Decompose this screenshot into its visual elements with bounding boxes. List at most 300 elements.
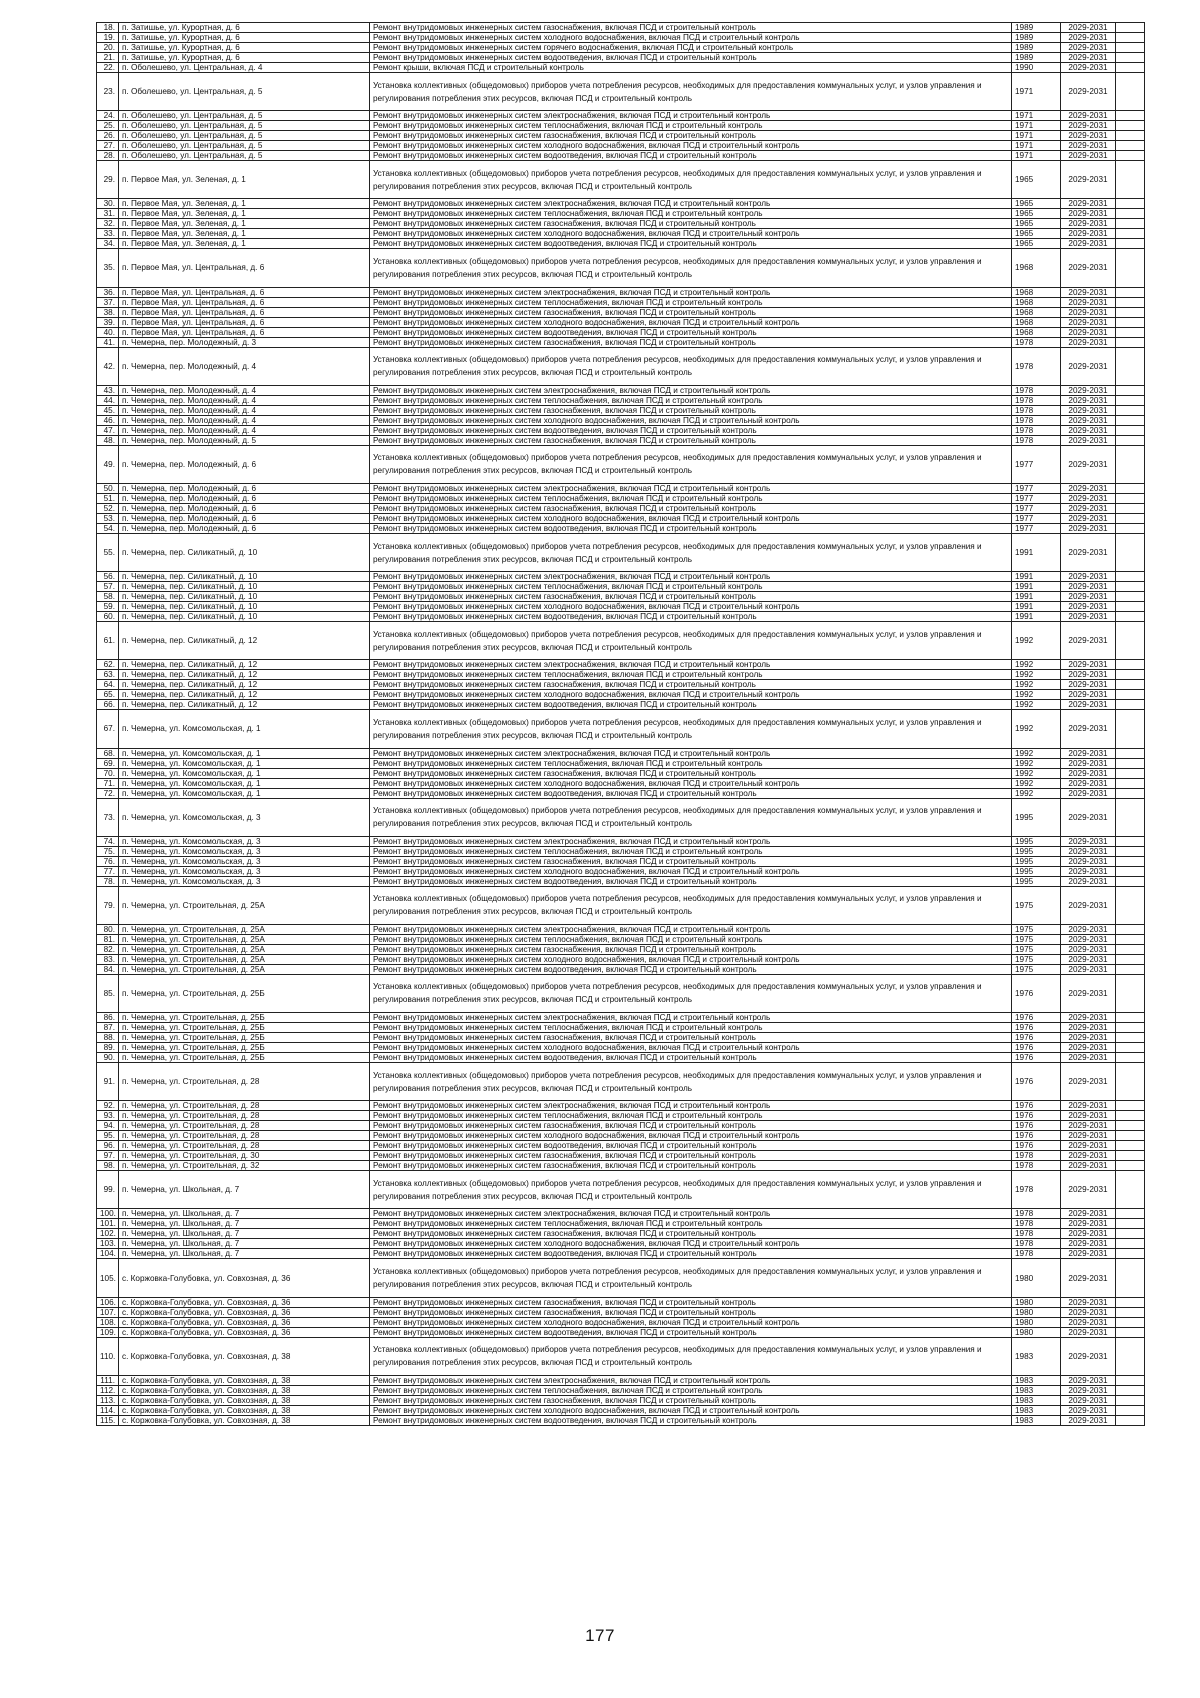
empty-cell (1116, 778, 1145, 788)
address-cell: п. Оболешево, ул. Центральная, д. 5 (119, 151, 370, 161)
build-year-cell: 1976 (1012, 1111, 1061, 1121)
row-number-cell: 103. (97, 1239, 119, 1249)
build-year-cell: 1991 (1012, 582, 1061, 592)
address-cell: п. Чемерна, ул. Строительная, д. 25А (119, 924, 370, 934)
address-cell: п. Первое Мая, ул. Зеленая, д. 1 (119, 239, 370, 249)
empty-cell (1116, 405, 1145, 415)
table-row (97, 287, 1145, 297)
work-type-cell: Установка коллективных (общедомовых) приборов учета потребления ресурсов, необходимых для предоставления коммунальных услуг, и узлов управления и регулирования потребления этих ресурсов, включая ПСД и строительный контроль (370, 710, 1012, 748)
address-cell: с. Коржовка-Голубовка, ул. Совхозная, д. 38 (119, 1415, 370, 1425)
row-number-cell: 107. (97, 1307, 119, 1317)
row-number-cell: 64. (97, 680, 119, 690)
build-year-cell: 1978 (1012, 1239, 1061, 1249)
row-number-cell: 33. (97, 229, 119, 239)
build-year-cell: 1983 (1012, 1405, 1061, 1415)
build-year-cell: 1965 (1012, 209, 1061, 219)
empty-cell (1116, 385, 1145, 395)
address-cell: с. Коржовка-Голубовка, ул. Совхозная, д. 38 (119, 1395, 370, 1405)
table-row (97, 1307, 1145, 1317)
period-cell: 2029-2031 (1061, 798, 1116, 836)
build-year-cell: 1977 (1012, 513, 1061, 523)
work-type-cell: Ремонт внутридомовых инженерных систем электроснабжения, включая ПСД и строительный контроль (370, 924, 1012, 934)
table-row (97, 111, 1145, 121)
work-type-cell: Ремонт внутридомовых инженерных систем водоотведения, включая ПСД и строительный контроль (370, 53, 1012, 63)
work-type-cell: Ремонт внутридомовых инженерных систем газоснабжения, включая ПСД и строительный контроль (370, 1229, 1012, 1239)
table-row (97, 1239, 1145, 1249)
table-row (97, 788, 1145, 798)
row-number-cell: 44. (97, 395, 119, 405)
empty-cell (1116, 33, 1145, 43)
period-cell: 2029-2031 (1061, 700, 1116, 710)
empty-cell (1116, 798, 1145, 836)
address-cell: п. Чемерна, ул. Школьная, д. 7 (119, 1209, 370, 1219)
row-number-cell: 105. (97, 1259, 119, 1297)
address-cell: с. Коржовка-Голубовка, ул. Совхозная, д. 36 (119, 1259, 370, 1297)
build-year-cell: 1976 (1012, 1101, 1061, 1111)
work-type-cell: Ремонт внутридомовых инженерных систем водоотведения, включая ПСД и строительный контроль (370, 151, 1012, 161)
table-row (97, 239, 1145, 249)
period-cell: 2029-2031 (1061, 748, 1116, 758)
work-type-cell: Ремонт внутридомовых инженерных систем газоснабжения, включая ПСД и строительный контроль (370, 680, 1012, 690)
build-year-cell: 1976 (1012, 1033, 1061, 1043)
table-row (97, 131, 1145, 141)
period-cell: 2029-2031 (1061, 690, 1116, 700)
period-cell: 2029-2031 (1061, 317, 1116, 327)
empty-cell (1116, 111, 1145, 121)
build-year-cell: 1971 (1012, 131, 1061, 141)
work-type-cell: Ремонт внутридомовых инженерных систем теплоснабжения, включая ПСД и строительный контроль (370, 395, 1012, 405)
work-type-cell: Ремонт внутридомовых инженерных систем теплоснабжения, включая ПСД и строительный контроль (370, 1111, 1012, 1121)
build-year-cell: 1991 (1012, 592, 1061, 602)
table-row (97, 1229, 1145, 1239)
empty-cell (1116, 1415, 1145, 1425)
row-number-cell: 104. (97, 1249, 119, 1259)
table-row (97, 513, 1145, 523)
period-cell: 2029-2031 (1061, 1375, 1116, 1385)
table-row (97, 121, 1145, 131)
address-cell: п. Оболешево, ул. Центральная, д. 4 (119, 63, 370, 73)
build-year-cell: 1980 (1012, 1307, 1061, 1317)
period-cell: 2029-2031 (1061, 1405, 1116, 1415)
period-cell: 2029-2031 (1061, 788, 1116, 798)
build-year-cell: 1978 (1012, 347, 1061, 385)
build-year-cell: 1971 (1012, 121, 1061, 131)
empty-cell (1116, 572, 1145, 582)
empty-cell (1116, 1337, 1145, 1375)
period-cell: 2029-2031 (1061, 239, 1116, 249)
empty-cell (1116, 425, 1145, 435)
row-number-cell: 47. (97, 425, 119, 435)
table-row (97, 503, 1145, 513)
period-cell: 2029-2031 (1061, 425, 1116, 435)
row-number-cell: 28. (97, 151, 119, 161)
work-type-cell: Ремонт внутридомовых инженерных систем газоснабжения, включая ПСД и строительный контроль (370, 944, 1012, 954)
row-number-cell: 68. (97, 748, 119, 758)
empty-cell (1116, 944, 1145, 954)
build-year-cell: 1976 (1012, 1063, 1061, 1101)
period-cell: 2029-2031 (1061, 1053, 1116, 1063)
work-type-cell: Ремонт внутридомовых инженерных систем газоснабжения, включая ПСД и строительный контроль (370, 1395, 1012, 1405)
period-cell: 2029-2031 (1061, 1101, 1116, 1111)
table-row (97, 297, 1145, 307)
empty-cell (1116, 161, 1145, 199)
address-cell: п. Оболешево, ул. Центральная, д. 5 (119, 141, 370, 151)
row-number-cell: 87. (97, 1023, 119, 1033)
work-type-cell: Ремонт внутридомовых инженерных систем электроснабжения, включая ПСД и строительный контроль (370, 748, 1012, 758)
work-type-cell: Установка коллективных (общедомовых) приборов учета потребления ресурсов, необходимых для предоставления коммунальных услуг, и узлов управления и регулирования потребления этих ресурсов, включая ПСД и строительный контроль (370, 1063, 1012, 1101)
work-type-cell: Ремонт внутридомовых инженерных систем водоотведения, включая ПСД и строительный контроль (370, 1327, 1012, 1337)
row-number-cell: 59. (97, 602, 119, 612)
work-type-cell: Ремонт внутридомовых инженерных систем холодного водоснабжения, включая ПСД и строительный контроль (370, 602, 1012, 612)
period-cell: 2029-2031 (1061, 111, 1116, 121)
period-cell: 2029-2031 (1061, 533, 1116, 571)
capital-repair-register-table (96, 22, 1145, 1426)
work-type-cell: Установка коллективных (общедомовых) приборов учета потребления ресурсов, необходимых для предоставления коммунальных услуг, и узлов управления и регулирования потребления этих ресурсов, включая ПСД и строительный контроль (370, 1171, 1012, 1209)
address-cell: п. Первое Мая, ул. Зеленая, д. 1 (119, 229, 370, 239)
empty-cell (1116, 866, 1145, 876)
empty-cell (1116, 700, 1145, 710)
table-row (97, 327, 1145, 337)
work-type-cell: Ремонт внутридомовых инженерных систем газоснабжения, включая ПСД и строительный контроль (370, 131, 1012, 141)
table-row (97, 798, 1145, 836)
work-type-cell: Ремонт внутридомовых инженерных систем электроснабжения, включая ПСД и строительный контроль (370, 1375, 1012, 1385)
work-type-cell: Ремонт внутридомовых инженерных систем горячего водоснабжения, включая ПСД и строительный контроль (370, 43, 1012, 53)
build-year-cell: 1992 (1012, 788, 1061, 798)
empty-cell (1116, 836, 1145, 846)
work-type-cell: Ремонт внутридомовых инженерных систем холодного водоснабжения, включая ПСД и строительный контроль (370, 415, 1012, 425)
empty-cell (1116, 1131, 1145, 1141)
row-number-cell: 41. (97, 337, 119, 347)
empty-cell (1116, 503, 1145, 513)
table-row (97, 1111, 1145, 1121)
address-cell: п. Чемерна, пер. Молодежный, д. 4 (119, 395, 370, 405)
row-number-cell: 84. (97, 964, 119, 974)
table-row (97, 209, 1145, 219)
work-type-cell: Ремонт внутридомовых инженерных систем теплоснабжения, включая ПСД и строительный контроль (370, 209, 1012, 219)
table-row (97, 53, 1145, 63)
work-type-cell: Ремонт внутридомовых инженерных систем водоотведения, включая ПСД и строительный контроль (370, 876, 1012, 886)
table-row (97, 1063, 1145, 1101)
build-year-cell: 1983 (1012, 1337, 1061, 1375)
table-row (97, 1053, 1145, 1063)
address-cell: п. Затишье, ул. Курортная, д. 6 (119, 53, 370, 63)
address-cell: п. Чемерна, пер. Молодежный, д. 6 (119, 503, 370, 513)
period-cell: 2029-2031 (1061, 886, 1116, 924)
work-type-cell: Установка коллективных (общедомовых) приборов учета потребления ресурсов, необходимых для предоставления коммунальных услуг, и узлов управления и регулирования потребления этих ресурсов, включая ПСД и строительный контроль (370, 798, 1012, 836)
work-type-cell: Ремонт внутридомовых инженерных систем теплоснабжения, включая ПСД и строительный контроль (370, 121, 1012, 131)
table-row (97, 33, 1145, 43)
build-year-cell: 1968 (1012, 287, 1061, 297)
row-number-cell: 24. (97, 111, 119, 121)
period-cell: 2029-2031 (1061, 131, 1116, 141)
table-row (97, 1013, 1145, 1023)
empty-cell (1116, 1395, 1145, 1405)
work-type-cell: Ремонт внутридомовых инженерных систем газоснабжения, включая ПСД и строительный контроль (370, 1151, 1012, 1161)
empty-cell (1116, 23, 1145, 33)
empty-cell (1116, 435, 1145, 445)
build-year-cell: 1976 (1012, 974, 1061, 1012)
work-type-cell: Ремонт внутридомовых инженерных систем теплоснабжения, включая ПСД и строительный контроль (370, 758, 1012, 768)
work-type-cell: Ремонт внутридомовых инженерных систем водоотведения, включая ПСД и строительный контроль (370, 788, 1012, 798)
address-cell: п. Первое Мая, ул. Зеленая, д. 1 (119, 199, 370, 209)
period-cell: 2029-2031 (1061, 1259, 1116, 1297)
work-type-cell: Ремонт внутридомовых инженерных систем электроснабжения, включая ПСД и строительный контроль (370, 836, 1012, 846)
address-cell: п. Чемерна, пер. Силикатный, д. 10 (119, 602, 370, 612)
period-cell: 2029-2031 (1061, 209, 1116, 219)
table-row (97, 866, 1145, 876)
work-type-cell: Ремонт внутридомовых инженерных систем газоснабжения, включая ПСД и строительный контроль (370, 1161, 1012, 1171)
row-number-cell: 100. (97, 1209, 119, 1219)
build-year-cell: 1978 (1012, 1219, 1061, 1229)
empty-cell (1116, 748, 1145, 758)
build-year-cell: 1978 (1012, 435, 1061, 445)
work-type-cell: Ремонт внутридомовых инженерных систем холодного водоснабжения, включая ПСД и строительный контроль (370, 513, 1012, 523)
empty-cell (1116, 337, 1145, 347)
address-cell: п. Чемерна, пер. Молодежный, д. 6 (119, 523, 370, 533)
row-number-cell: 111. (97, 1375, 119, 1385)
build-year-cell: 1976 (1012, 1131, 1061, 1141)
table-row (97, 141, 1145, 151)
work-type-cell: Установка коллективных (общедомовых) приборов учета потребления ресурсов, необходимых для предоставления коммунальных услуг, и узлов управления и регулирования потребления этих ресурсов, включая ПСД и строительный контроль (370, 445, 1012, 483)
row-number-cell: 82. (97, 944, 119, 954)
empty-cell (1116, 1111, 1145, 1121)
table-row (97, 307, 1145, 317)
row-number-cell: 81. (97, 934, 119, 944)
table-row (97, 1161, 1145, 1171)
row-number-cell: 92. (97, 1101, 119, 1111)
empty-cell (1116, 1317, 1145, 1327)
row-number-cell: 88. (97, 1033, 119, 1043)
build-year-cell: 1983 (1012, 1375, 1061, 1385)
empty-cell (1116, 592, 1145, 602)
period-cell: 2029-2031 (1061, 1219, 1116, 1229)
address-cell: п. Чемерна, ул. Комсомольская, д. 1 (119, 758, 370, 768)
address-cell: п. Чемерна, пер. Силикатный, д. 12 (119, 680, 370, 690)
work-type-cell: Ремонт внутридомовых инженерных систем газоснабжения, включая ПСД и строительный контроль (370, 1033, 1012, 1043)
empty-cell (1116, 1161, 1145, 1171)
empty-cell (1116, 1121, 1145, 1131)
table-row (97, 425, 1145, 435)
address-cell: п. Чемерна, ул. Строительная, д. 25Б (119, 1013, 370, 1023)
row-number-cell: 39. (97, 317, 119, 327)
row-number-cell: 97. (97, 1151, 119, 1161)
work-type-cell: Ремонт внутридомовых инженерных систем теплоснабжения, включая ПСД и строительный контроль (370, 670, 1012, 680)
build-year-cell: 1976 (1012, 1141, 1061, 1151)
build-year-cell: 1978 (1012, 1209, 1061, 1219)
period-cell: 2029-2031 (1061, 1337, 1116, 1375)
build-year-cell: 1968 (1012, 297, 1061, 307)
address-cell: п. Чемерна, ул. Строительная, д. 28 (119, 1141, 370, 1151)
empty-cell (1116, 690, 1145, 700)
table-row (97, 1327, 1145, 1337)
table-row (97, 758, 1145, 768)
work-type-cell: Ремонт внутридомовых инженерных систем холодного водоснабжения, включая ПСД и строительный контроль (370, 1405, 1012, 1415)
build-year-cell: 1977 (1012, 523, 1061, 533)
empty-cell (1116, 622, 1145, 660)
table-row (97, 161, 1145, 199)
period-cell: 2029-2031 (1061, 964, 1116, 974)
address-cell: п. Чемерна, ул. Строительная, д. 28 (119, 1063, 370, 1101)
table-row (97, 1415, 1145, 1425)
table-row (97, 151, 1145, 161)
empty-cell (1116, 1209, 1145, 1219)
work-type-cell: Ремонт внутридомовых инженерных систем водоотведения, включая ПСД и строительный контроль (370, 964, 1012, 974)
table-row (97, 1395, 1145, 1405)
build-year-cell: 1992 (1012, 622, 1061, 660)
row-number-cell: 26. (97, 131, 119, 141)
table-row (97, 533, 1145, 571)
period-cell: 2029-2031 (1061, 768, 1116, 778)
empty-cell (1116, 670, 1145, 680)
empty-cell (1116, 788, 1145, 798)
row-number-cell: 38. (97, 307, 119, 317)
period-cell: 2029-2031 (1061, 1131, 1116, 1141)
address-cell: п. Чемерна, пер. Молодежный, д. 6 (119, 445, 370, 483)
row-number-cell: 42. (97, 347, 119, 385)
period-cell: 2029-2031 (1061, 435, 1116, 445)
build-year-cell: 1978 (1012, 1151, 1061, 1161)
period-cell: 2029-2031 (1061, 710, 1116, 748)
table-row (97, 1023, 1145, 1033)
build-year-cell: 1983 (1012, 1415, 1061, 1425)
row-number-cell: 72. (97, 788, 119, 798)
period-cell: 2029-2031 (1061, 758, 1116, 768)
row-number-cell: 66. (97, 700, 119, 710)
build-year-cell: 1992 (1012, 690, 1061, 700)
table-row (97, 710, 1145, 748)
row-number-cell: 110. (97, 1337, 119, 1375)
build-year-cell: 1991 (1012, 602, 1061, 612)
work-type-cell: Установка коллективных (общедомовых) приборов учета потребления ресурсов, необходимых для предоставления коммунальных услуг, и узлов управления и регулирования потребления этих ресурсов, включая ПСД и строительный контроль (370, 1259, 1012, 1297)
table-row (97, 1385, 1145, 1395)
empty-cell (1116, 582, 1145, 592)
row-number-cell: 18. (97, 23, 119, 33)
period-cell: 2029-2031 (1061, 199, 1116, 209)
period-cell: 2029-2031 (1061, 866, 1116, 876)
build-year-cell: 1995 (1012, 856, 1061, 866)
table-row (97, 1317, 1145, 1327)
table-row (97, 219, 1145, 229)
address-cell: п. Чемерна, ул. Школьная, д. 7 (119, 1219, 370, 1229)
address-cell: п. Чемерна, пер. Молодежный, д. 4 (119, 405, 370, 415)
work-type-cell: Ремонт внутридомовых инженерных систем водоотведения, включая ПСД и строительный контроль (370, 523, 1012, 533)
address-cell: п. Чемерна, пер. Силикатный, д. 12 (119, 690, 370, 700)
address-cell: с. Коржовка-Голубовка, ул. Совхозная, д. 38 (119, 1385, 370, 1395)
work-type-cell: Ремонт внутридомовых инженерных систем теплоснабжения, включая ПСД и строительный контроль (370, 493, 1012, 503)
table-row (97, 43, 1145, 53)
empty-cell (1116, 395, 1145, 405)
row-number-cell: 52. (97, 503, 119, 513)
table-row (97, 1259, 1145, 1297)
period-cell: 2029-2031 (1061, 385, 1116, 395)
empty-cell (1116, 1385, 1145, 1395)
empty-cell (1116, 327, 1145, 337)
period-cell: 2029-2031 (1061, 1249, 1116, 1259)
address-cell: п. Чемерна, ул. Строительная, д. 28 (119, 1101, 370, 1111)
address-cell: п. Затишье, ул. Курортная, д. 6 (119, 23, 370, 33)
table-row (97, 974, 1145, 1012)
build-year-cell: 1978 (1012, 1229, 1061, 1239)
empty-cell (1116, 710, 1145, 748)
period-cell: 2029-2031 (1061, 660, 1116, 670)
period-cell: 2029-2031 (1061, 1415, 1116, 1425)
empty-cell (1116, 1219, 1145, 1229)
empty-cell (1116, 1239, 1145, 1249)
empty-cell (1116, 1249, 1145, 1259)
address-cell: п. Чемерна, пер. Силикатный, д. 12 (119, 660, 370, 670)
table-row (97, 622, 1145, 660)
empty-cell (1116, 1375, 1145, 1385)
build-year-cell: 1978 (1012, 395, 1061, 405)
table-row (97, 1033, 1145, 1043)
row-number-cell: 20. (97, 43, 119, 53)
row-number-cell: 71. (97, 778, 119, 788)
row-number-cell: 61. (97, 622, 119, 660)
empty-cell (1116, 1297, 1145, 1307)
build-year-cell: 1968 (1012, 327, 1061, 337)
address-cell: п. Чемерна, пер. Силикатный, д. 10 (119, 592, 370, 602)
empty-cell (1116, 1013, 1145, 1023)
work-type-cell: Ремонт внутридомовых инженерных систем теплоснабжения, включая ПСД и строительный контроль (370, 297, 1012, 307)
period-cell: 2029-2031 (1061, 1121, 1116, 1131)
period-cell: 2029-2031 (1061, 1395, 1116, 1405)
empty-cell (1116, 229, 1145, 239)
address-cell: п. Чемерна, ул. Комсомольская, д. 1 (119, 710, 370, 748)
empty-cell (1116, 1327, 1145, 1337)
work-type-cell: Ремонт крыши, включая ПСД и строительный контроль (370, 63, 1012, 73)
empty-cell (1116, 934, 1145, 944)
build-year-cell: 1978 (1012, 337, 1061, 347)
period-cell: 2029-2031 (1061, 1297, 1116, 1307)
build-year-cell: 1978 (1012, 415, 1061, 425)
address-cell: п. Чемерна, ул. Комсомольская, д. 3 (119, 798, 370, 836)
work-type-cell: Ремонт внутридомовых инженерных систем газоснабжения, включая ПСД и строительный контроль (370, 219, 1012, 229)
work-type-cell: Ремонт внутридомовых инженерных систем теплоснабжения, включая ПСД и строительный контроль (370, 1385, 1012, 1395)
empty-cell (1116, 1259, 1145, 1297)
build-year-cell: 1978 (1012, 1171, 1061, 1209)
work-type-cell: Ремонт внутридомовых инженерных систем холодного водоснабжения, включая ПСД и строительный контроль (370, 1239, 1012, 1249)
period-cell: 2029-2031 (1061, 944, 1116, 954)
row-number-cell: 91. (97, 1063, 119, 1101)
address-cell: п. Чемерна, ул. Строительная, д. 25А (119, 934, 370, 944)
row-number-cell: 96. (97, 1141, 119, 1151)
address-cell: п. Чемерна, ул. Строительная, д. 25Б (119, 1053, 370, 1063)
table-row (97, 199, 1145, 209)
table-row (97, 1405, 1145, 1415)
work-type-cell: Ремонт внутридомовых инженерных систем теплоснабжения, включая ПСД и строительный контроль (370, 1219, 1012, 1229)
period-cell: 2029-2031 (1061, 1013, 1116, 1023)
address-cell: п. Чемерна, ул. Строительная, д. 25Б (119, 1043, 370, 1053)
period-cell: 2029-2031 (1061, 582, 1116, 592)
address-cell: п. Чемерна, пер. Молодежный, д. 5 (119, 435, 370, 445)
empty-cell (1116, 297, 1145, 307)
table-row (97, 690, 1145, 700)
table-row (97, 778, 1145, 788)
build-year-cell: 1968 (1012, 249, 1061, 287)
table-row (97, 337, 1145, 347)
table-row (97, 1337, 1145, 1375)
address-cell: п. Чемерна, ул. Комсомольская, д. 3 (119, 856, 370, 866)
table-row (97, 493, 1145, 503)
row-number-cell: 89. (97, 1043, 119, 1053)
work-type-cell: Ремонт внутридомовых инженерных систем газоснабжения, включая ПСД и строительный контроль (370, 592, 1012, 602)
period-cell: 2029-2031 (1061, 1327, 1116, 1337)
work-type-cell: Установка коллективных (общедомовых) приборов учета потребления ресурсов, необходимых для предоставления коммунальных услуг, и узлов управления и регулирования потребления этих ресурсов, включая ПСД и строительный контроль (370, 974, 1012, 1012)
empty-cell (1116, 73, 1145, 111)
build-year-cell: 1965 (1012, 219, 1061, 229)
address-cell: п. Чемерна, пер. Молодежный, д. 4 (119, 415, 370, 425)
empty-cell (1116, 1033, 1145, 1043)
